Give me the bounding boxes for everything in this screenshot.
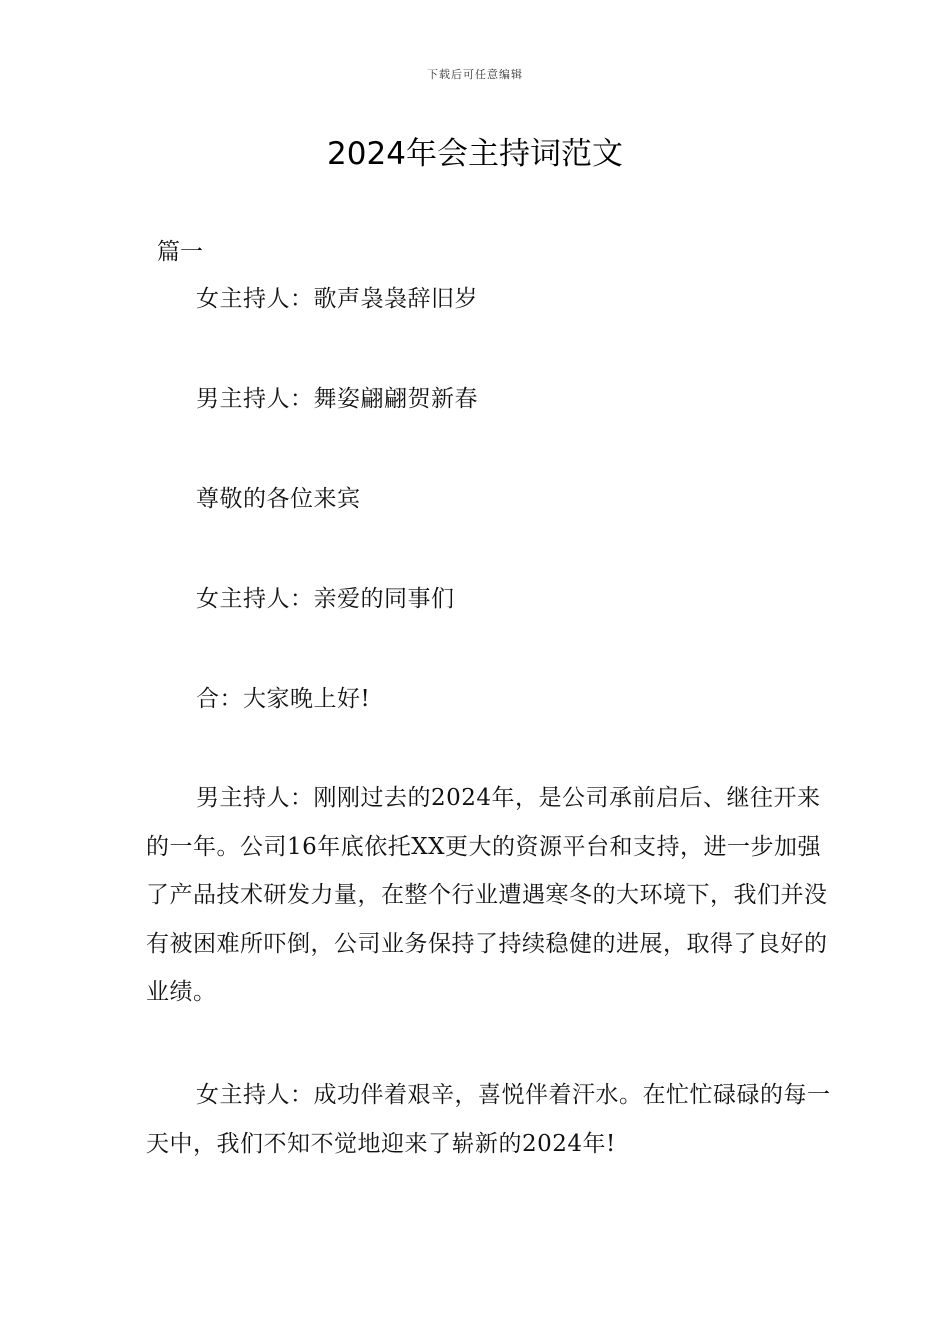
paragraph-male-host-review: 男主持人：刚刚过去的2024年，是公司承前启后、继往开来的一年。公司16年底依托XX更大的资源平台和支持，进一步加强了产品技术研发力量，在整个行业遭遇寒冬的大环境下，我们并没有被困难所吓倒，公司业务保持了持续稳健的进展，取得了良好的业绩。 (146, 785, 828, 1005)
document-title: 2024年会主持词范文 (327, 136, 623, 172)
paragraph-greeting-colleagues: 女主持人：亲爱的同事们 (196, 586, 455, 612)
paragraph-female-host-opening: 女主持人：歌声袅袅辞旧岁 (196, 286, 478, 312)
section-label: 篇一 (157, 239, 203, 265)
paragraph-together-greeting: 合：大家晚上好! (196, 686, 371, 712)
paragraph-greeting-guests: 尊敬的各位来宾 (196, 486, 361, 512)
paragraph-male-host-opening: 男主持人：舞姿翩翩贺新春 (196, 386, 478, 412)
header-note: 下载后可任意编辑 (427, 68, 523, 81)
paragraph-female-host-review: 女主持人：成功伴着艰辛，喜悦伴着汗水。在忙忙碌碌的每一天中，我们不知不觉地迎来了崭新的2024年! (146, 1082, 831, 1157)
